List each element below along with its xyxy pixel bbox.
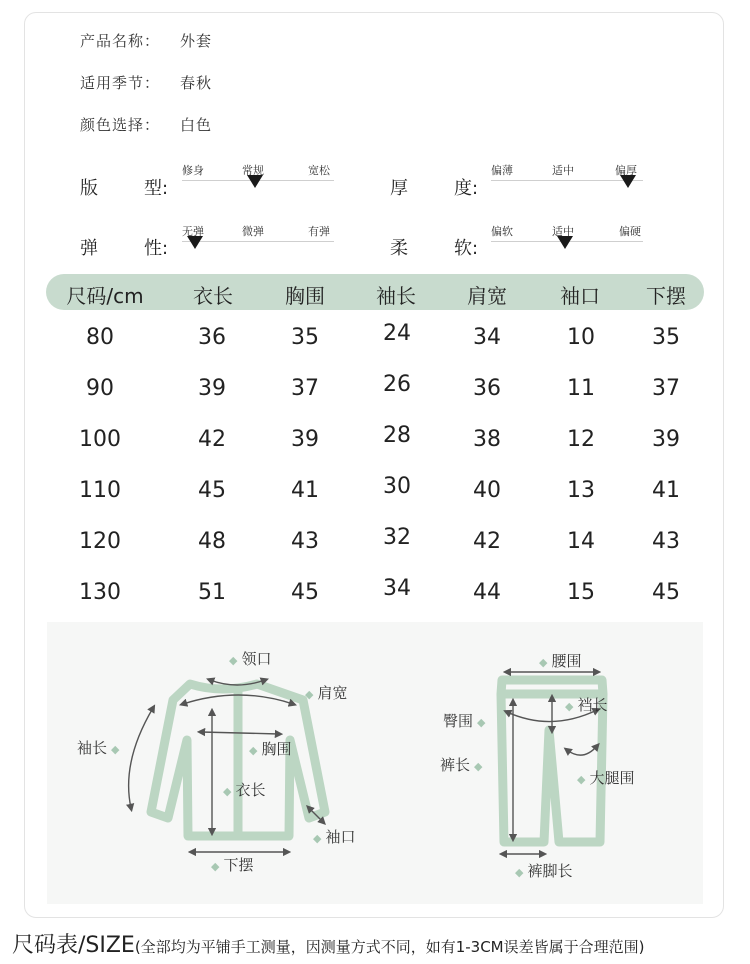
fit-option: 宽松 xyxy=(308,164,330,177)
product-name-value: 外套 xyxy=(180,32,213,50)
color-label: 颜色选择： xyxy=(80,116,161,134)
size-table-header xyxy=(46,274,704,310)
spec-softness-label: 柔 xyxy=(390,238,408,259)
table-cell: 35 xyxy=(652,325,680,350)
col-header-length: 衣长 xyxy=(193,284,233,308)
diamond-icon: ◆ xyxy=(477,716,486,729)
table-cell: 36 xyxy=(473,376,501,401)
table-cell: 15 xyxy=(567,580,595,605)
size-cell: 110 xyxy=(79,478,121,503)
softness-option: 偏软 xyxy=(491,225,513,238)
table-cell: 39 xyxy=(652,427,680,452)
thickness-scale xyxy=(491,162,643,202)
elasticity-scale xyxy=(182,223,334,263)
softness-option: 偏硬 xyxy=(619,225,641,238)
diamond-icon: ◆ xyxy=(474,760,483,773)
col-header-cuff: 袖口 xyxy=(560,284,600,308)
label-hem: ◆ 下摆 xyxy=(211,856,254,874)
softness-selected-marker xyxy=(557,236,573,249)
diamond-icon: ◆ xyxy=(111,743,120,756)
table-cell: 42 xyxy=(198,427,226,452)
softness-option: 适中 xyxy=(552,225,574,238)
table-cell: 35 xyxy=(291,325,319,350)
diamond-icon: ◆ xyxy=(229,654,238,667)
label-length: ◆ 衣长 xyxy=(223,781,266,799)
table-cell: 24 xyxy=(383,321,411,346)
label-cuff: ◆ 袖口 xyxy=(313,828,356,846)
table-cell: 12 xyxy=(567,427,595,452)
elasticity-option: 微弹 xyxy=(242,225,264,238)
softness-scale xyxy=(491,223,643,263)
product-name-label: 产品名称： xyxy=(80,32,161,50)
elasticity-option: 有弹 xyxy=(308,225,330,238)
label-collar: ◆ 领口 xyxy=(229,650,272,668)
thickness-selected-marker xyxy=(620,175,636,188)
thickness-option: 适中 xyxy=(552,164,574,177)
table-cell: 32 xyxy=(383,525,411,550)
table-cell: 39 xyxy=(198,376,226,401)
color-value: 白色 xyxy=(180,116,213,134)
season-label: 适用季节： xyxy=(80,74,161,92)
fit-option: 修身 xyxy=(182,164,204,177)
size-cell: 120 xyxy=(79,529,121,554)
season-row xyxy=(80,72,212,93)
diamond-icon: ◆ xyxy=(223,785,232,798)
table-cell: 45 xyxy=(198,478,226,503)
table-cell: 48 xyxy=(198,529,226,554)
col-header-shoulder: 肩宽 xyxy=(467,284,507,308)
table-cell: 43 xyxy=(652,529,680,554)
diamond-icon: ◆ xyxy=(305,688,314,701)
col-header-chest: 胸围 xyxy=(285,284,325,308)
fit-scale xyxy=(182,162,334,202)
table-cell: 45 xyxy=(291,580,319,605)
table-cell: 13 xyxy=(567,478,595,503)
diamond-icon: ◆ xyxy=(211,860,220,873)
table-cell: 34 xyxy=(473,325,501,350)
table-cell: 45 xyxy=(652,580,680,605)
table-cell: 41 xyxy=(652,478,680,503)
table-cell: 41 xyxy=(291,478,319,503)
spec-fit-label-2: 型: xyxy=(144,178,169,199)
col-header-sleeve: 袖长 xyxy=(376,284,416,308)
diamond-icon: ◆ xyxy=(249,744,258,757)
table-cell: 14 xyxy=(567,529,595,554)
thickness-option: 偏薄 xyxy=(491,164,513,177)
table-cell: 30 xyxy=(383,474,411,499)
fit-selected-marker xyxy=(247,175,263,188)
size-cell: 130 xyxy=(79,580,121,605)
table-cell: 40 xyxy=(473,478,501,503)
spec-thickness-label: 厚 xyxy=(390,178,408,199)
col-header-hem: 下摆 xyxy=(646,284,686,308)
spec-elasticity-label-2: 性: xyxy=(144,238,169,259)
table-cell: 26 xyxy=(383,372,411,397)
label-hip: 臀围 ◆ xyxy=(443,712,486,730)
label-sleeve: 袖长 ◆ xyxy=(77,739,120,757)
jacket-outline-icon xyxy=(151,684,325,836)
spec-elasticity-label: 弹 xyxy=(80,238,98,259)
footer-caption xyxy=(12,928,644,959)
elasticity-option: 无弹 xyxy=(182,225,204,238)
footer-title: 尺码表/SIZE xyxy=(12,933,135,958)
spec-thickness-label-2: 度: xyxy=(454,178,479,199)
thickness-option: 偏厚 xyxy=(615,164,637,177)
col-header-size: 尺码/cm xyxy=(66,284,144,308)
table-cell: 28 xyxy=(383,423,411,448)
label-thigh: ◆ 大腿围 xyxy=(577,769,635,787)
size-cell: 90 xyxy=(86,376,114,401)
table-cell: 42 xyxy=(473,529,501,554)
label-leg-opening: ◆ 裤脚长 xyxy=(515,862,573,880)
measurement-diagram xyxy=(47,622,703,904)
table-cell: 37 xyxy=(291,376,319,401)
label-shoulder: ◆ 肩宽 xyxy=(305,684,348,702)
color-row xyxy=(80,114,212,135)
fit-option: 常规 xyxy=(242,164,264,177)
table-cell: 43 xyxy=(291,529,319,554)
table-cell: 39 xyxy=(291,427,319,452)
label-waist: ◆ 腰围 xyxy=(539,652,582,670)
label-chest: ◆ 胸围 xyxy=(249,740,292,758)
diamond-icon: ◆ xyxy=(577,773,586,786)
table-cell: 11 xyxy=(567,376,595,401)
spec-softness-label-2: 软: xyxy=(454,238,479,259)
table-cell: 44 xyxy=(473,580,501,605)
product-name-row xyxy=(80,30,212,51)
label-rise: ◆ 裆长 xyxy=(565,696,608,714)
season-value: 春秋 xyxy=(180,74,213,92)
table-cell: 36 xyxy=(198,325,226,350)
label-pants-length: 裤长 ◆ xyxy=(440,756,483,774)
garment-illustration xyxy=(47,622,703,904)
diamond-icon: ◆ xyxy=(515,866,524,879)
table-cell: 10 xyxy=(567,325,595,350)
table-cell: 37 xyxy=(652,376,680,401)
size-cell: 100 xyxy=(79,427,121,452)
diamond-icon: ◆ xyxy=(313,832,322,845)
spec-fit-label: 版 xyxy=(80,178,98,199)
size-cell: 80 xyxy=(86,325,114,350)
footer-note: (全部均为平铺手工测量，因测量方式不同，如有1-3CM误差皆属于合理范围) xyxy=(134,938,645,956)
elasticity-selected-marker xyxy=(187,236,203,249)
table-cell: 38 xyxy=(473,427,501,452)
diamond-icon: ◆ xyxy=(539,656,548,669)
table-cell: 51 xyxy=(198,580,226,605)
table-cell: 34 xyxy=(383,576,411,601)
diamond-icon: ◆ xyxy=(565,700,574,713)
